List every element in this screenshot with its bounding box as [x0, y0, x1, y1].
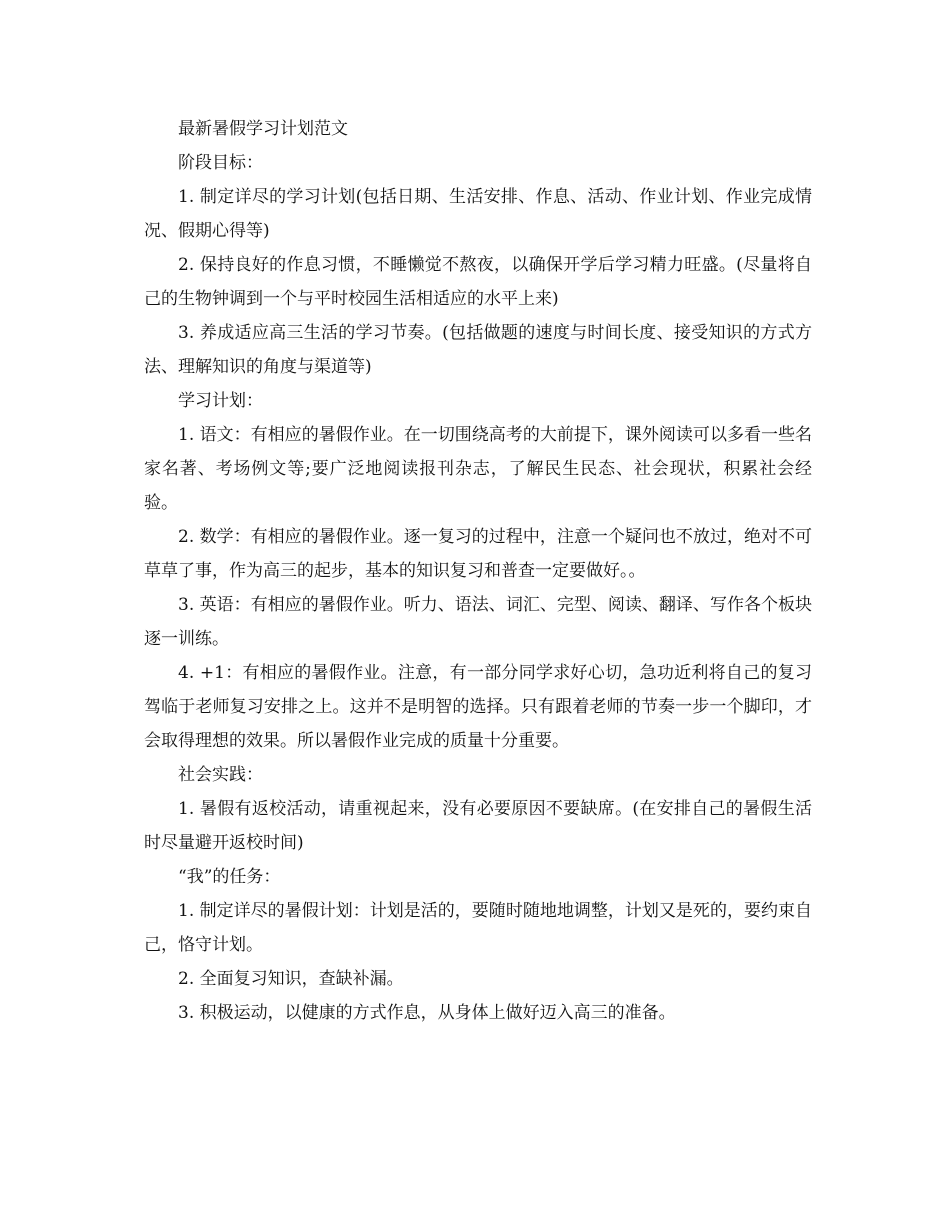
section-heading-social-practice: 社会实践：: [178, 765, 263, 785]
goal-item-1: 1. 制定详尽的学习计划(包括日期、生活安排、作息、活动、作业计划、作业完成情况、假期心得等): [144, 187, 812, 241]
social-practice-item-1: 1. 暑假有返校活动，请重视起来，没有必要原因不要缺席。(在安排自己的暑假生活时尽量避开返校时间): [144, 799, 812, 853]
study-plan-item-chinese: 1. 语文：有相应的暑假作业。在一切围绕高考的大前提下，课外阅读可以多看一些名家名著、考场例文等;要广泛地阅读报刊杂志，了解民生民态、社会现状，积累社会经验。: [144, 425, 812, 513]
section-heading-my-tasks: “我”的任务：: [178, 867, 281, 887]
document-title: 最新暑假学习计划范文: [178, 119, 348, 139]
task-item-1: 1. 制定详尽的暑假计划：计划是活的，要随时随地地调整，计划又是死的，要约束自己，恪守计划。: [144, 901, 812, 955]
goal-item-2: 2. 保持良好的作息习惯，不睡懒觉不熬夜，以确保开学后学习精力旺盛。(尽量将自己的生物钟调到一个与平时校园生活相适应的水平上来): [144, 255, 812, 309]
goal-item-3: 3. 养成适应高三生活的学习节奏。(包括做题的速度与时间长度、接受知识的方式方法、理解知识的角度与渠道等): [144, 323, 812, 377]
section-heading-stage-goals: 阶段目标：: [178, 153, 263, 173]
document-page: [144, 112, 812, 1030]
section-heading-study-plan: 学习计划：: [178, 391, 263, 411]
study-plan-item-english: 3. 英语：有相应的暑假作业。听力、语法、词汇、完型、阅读、翻译、写作各个板块逐一训练。: [144, 595, 812, 649]
study-plan-item-math: 2. 数学：有相应的暑假作业。逐一复习的过程中，注意一个疑问也不放过，绝对不可草草了事，作为高三的起步，基本的知识复习和普查一定要做好。。: [144, 527, 812, 581]
task-item-2: 2. 全面复习知识，查缺补漏。: [178, 969, 404, 989]
task-item-3: 3. 积极运动，以健康的方式作息，从身体上做好迈入高三的准备。: [178, 1003, 676, 1023]
study-plan-item-plus-one: 4. +1：有相应的暑假作业。注意，有一部分同学求好心切，急功近利将自己的复习驾临于老师复习安排之上。这并不是明智的选择。只有跟着老师的节奏一步一个脚印，才会取得理想的效果。所以暑假作业完成的质量十分重要。: [144, 663, 812, 751]
